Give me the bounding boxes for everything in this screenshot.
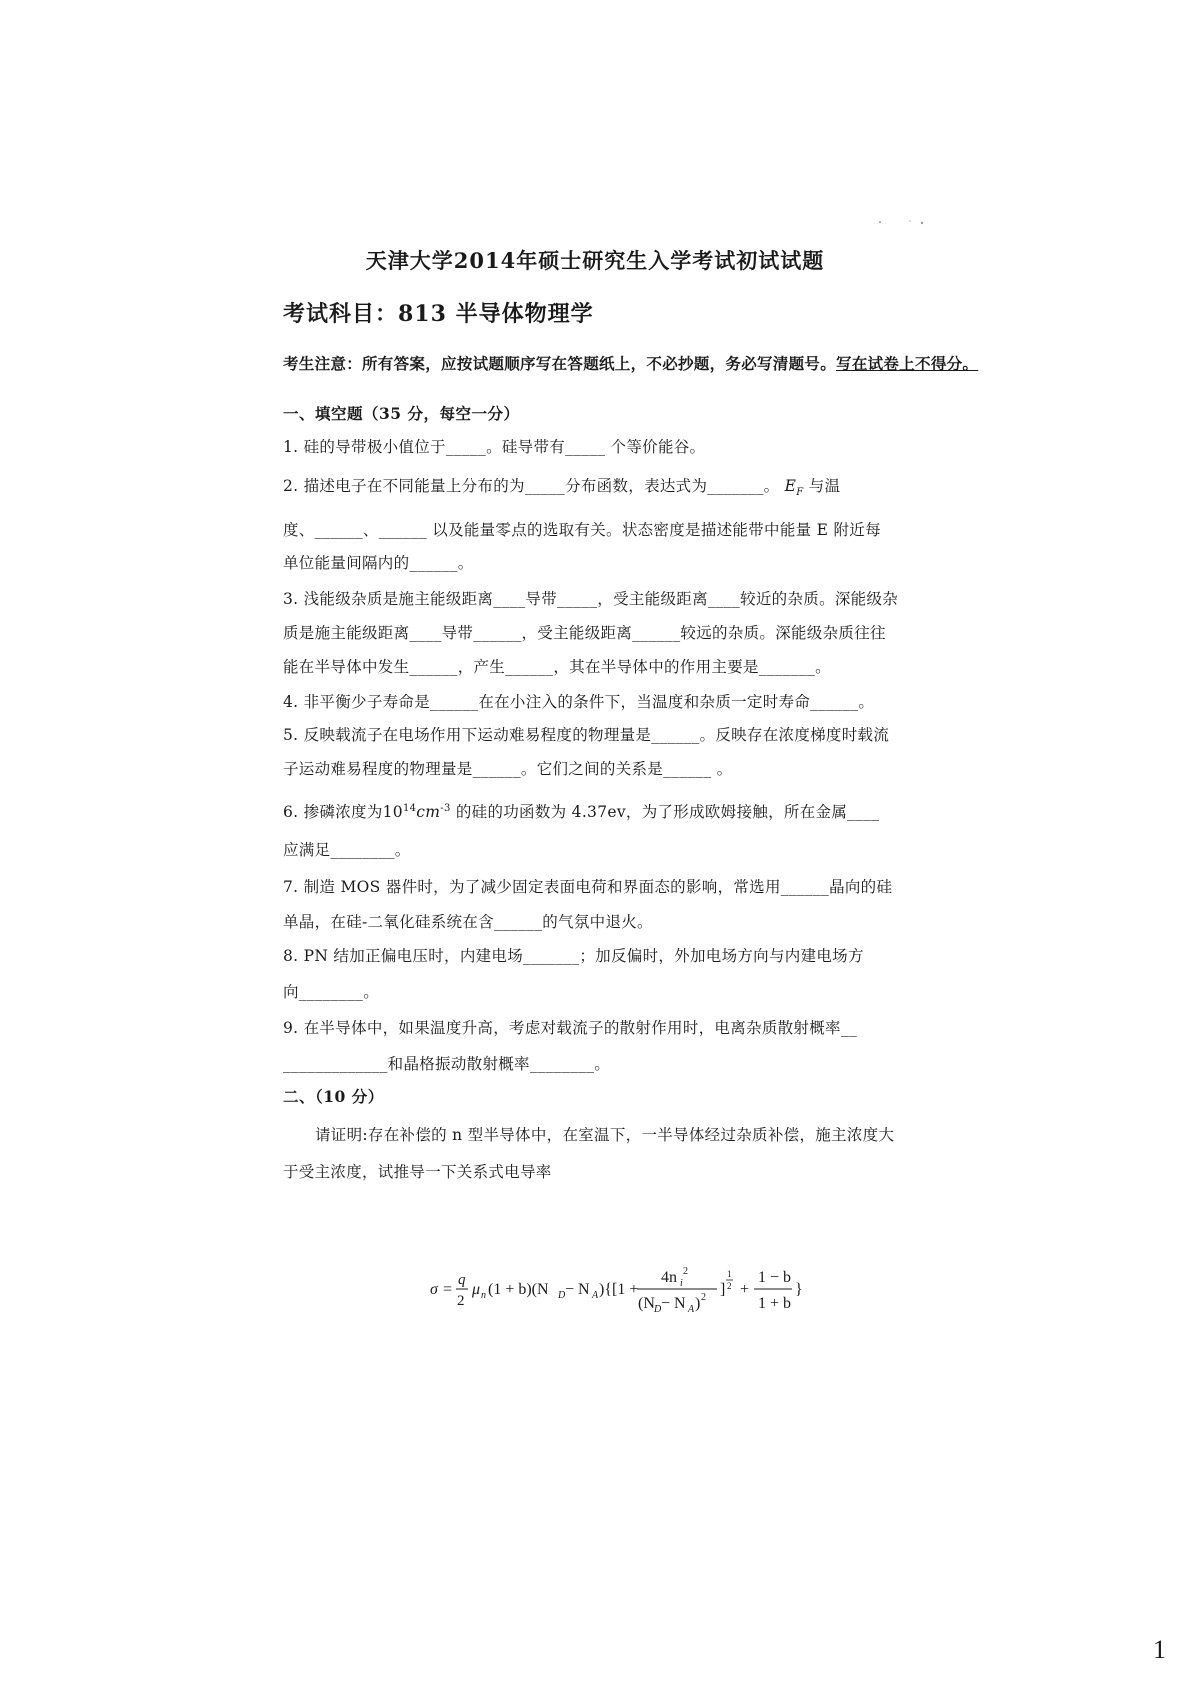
- q6-unit-exponent: -3: [440, 802, 451, 814]
- formula-nd-sub: D: [558, 1290, 566, 1301]
- question-2-line1: [283, 474, 840, 498]
- question-2-line2: 度、______、______ 以及能量零点的选取有关。状态密度是描述能带中能量 E 附近每: [283, 521, 881, 539]
- formula-den-a: (N: [638, 1295, 655, 1312]
- formula-minus: − N: [565, 1281, 590, 1298]
- conductivity-formula: [430, 1262, 820, 1322]
- question-7-line1: 7. 制造 MOS 器件时，为了减少固定表面电荷和界面态的影响，常选用______晶向的硅: [283, 878, 893, 896]
- formula-eq: =: [443, 1281, 453, 1298]
- formula-den-b: − N: [661, 1295, 686, 1312]
- formula-q: q: [458, 1272, 466, 1288]
- formula-mu-sub: n: [481, 1290, 486, 1301]
- ef-symbol: $E_F$: [784, 477, 804, 499]
- page-number: 1: [1153, 1635, 1166, 1664]
- section2-para-line2: 于受主浓度，试推导一下关系式电导率: [283, 1163, 552, 1181]
- q6-text-a: 6. 掺磷浓度为10: [283, 803, 403, 821]
- q2-text-a: 2. 描述电子在不同能量上分布的为_____分布函数，表达式为_______。: [283, 477, 780, 495]
- formula-close: }: [795, 1281, 803, 1298]
- formula-den-sub-a: A: [688, 1304, 695, 1315]
- formula-na-sub: A: [592, 1290, 599, 1301]
- formula-den-sup: 2: [701, 1292, 706, 1303]
- exam-subject: 考试科目：813 半导体物理学: [283, 301, 594, 327]
- formula-num-sup: 2: [683, 1266, 688, 1277]
- formula-den-sub-d: D: [654, 1304, 662, 1315]
- formula-num-sub: i: [680, 1278, 683, 1289]
- section2-para-line1: 请证明:存在补偿的 n 型半导体中，在室温下，一半导体经过杂质补偿，施主浓度大: [315, 1126, 895, 1144]
- question-3-line3: 能在半导体中发生______，产生______，其在半导体中的作用主要是_______。: [283, 658, 831, 676]
- formula-half-num: 1: [727, 1269, 732, 1279]
- formula-den-c: ): [695, 1295, 701, 1312]
- question-7-line2: 单晶，在硅-二氧化硅系统在含______的气氛中退火。: [283, 913, 653, 931]
- formula-half-den: 2: [727, 1281, 732, 1291]
- question-8-line2: 向________。: [283, 983, 380, 1001]
- q2-text-b: 与温: [808, 477, 841, 495]
- question-3-line1: 3. 浅能级杂质是施主能级距离____导带_____，受主能级距离____较近的杂质。深能级杂: [283, 590, 899, 608]
- formula-sigma: σ: [430, 1281, 438, 1298]
- q6-text-b: 的硅的功函数为 4.37ev，为了形成欧姆接触，所在金属____: [455, 803, 880, 821]
- notice-text: 考生注意：所有答案，应按试题顺序写在答题纸上，不必抄题，务必写清题号。: [283, 354, 837, 373]
- formula-bracket: ]: [720, 1281, 726, 1298]
- section1-heading: 一、填空题（35 分，每空一分）: [283, 404, 520, 423]
- question-5-line2: 子运动难易程度的物理量是______。它们之间的关系是______ 。: [283, 760, 733, 778]
- q6-unit: cm: [416, 803, 441, 821]
- formula-plus: +: [740, 1281, 750, 1298]
- q6-exponent: 14: [402, 802, 417, 814]
- notice-underlined: 写在试卷上不得分。: [836, 354, 979, 373]
- formula-frac2-num: 1 − b: [758, 1269, 792, 1286]
- candidate-notice: [283, 346, 983, 382]
- question-9-line2: _____________和晶格振动散射概率________。: [283, 1055, 611, 1073]
- formula-frac2-den: 1 + b: [758, 1295, 792, 1312]
- scan-specks: [870, 218, 930, 226]
- question-5-line1: 5. 反映载流子在电场作用下运动难易程度的物理量是______。反映存在浓度梯度时载流: [283, 726, 890, 744]
- exam-title: 天津大学2014年硕士研究生入学考试初试试题: [365, 248, 825, 273]
- section2-heading: 二、（10 分）: [283, 1087, 384, 1106]
- question-6-line2: 应满足________。: [283, 841, 411, 859]
- formula-two: 2: [457, 1293, 465, 1309]
- question-6-line1: [283, 800, 879, 822]
- formula-num: 4n: [661, 1269, 677, 1286]
- formula-part1: (1 + b)(N: [488, 1281, 549, 1298]
- question-4: 4. 非平衡少子寿命是______在在小注入的条件下，当温度和杂质一定时寿命______。: [283, 693, 875, 711]
- question-3-line2: 质是施主能级距离____导带______，受主能级距离______较远的杂质。深能级杂质往往: [283, 624, 886, 642]
- question-8-line1: 8. PN 结加正偏电压时，内建电场_______；加反偏时，外加电场方向与内建电场方: [283, 947, 864, 965]
- formula-part2: ){[1 +: [599, 1281, 639, 1298]
- question-1: 1. 硅的导带极小值位于_____。硅导带有_____ 个等价能谷。: [283, 438, 706, 456]
- question-9-line1: 9. 在半导体中，如果温度升高，考虑对载流子的散射作用时，电离杂质散射概率__: [283, 1019, 857, 1037]
- question-2-line3: 单位能量间隔内的______。: [283, 554, 474, 572]
- formula-mu: μ: [472, 1281, 481, 1298]
